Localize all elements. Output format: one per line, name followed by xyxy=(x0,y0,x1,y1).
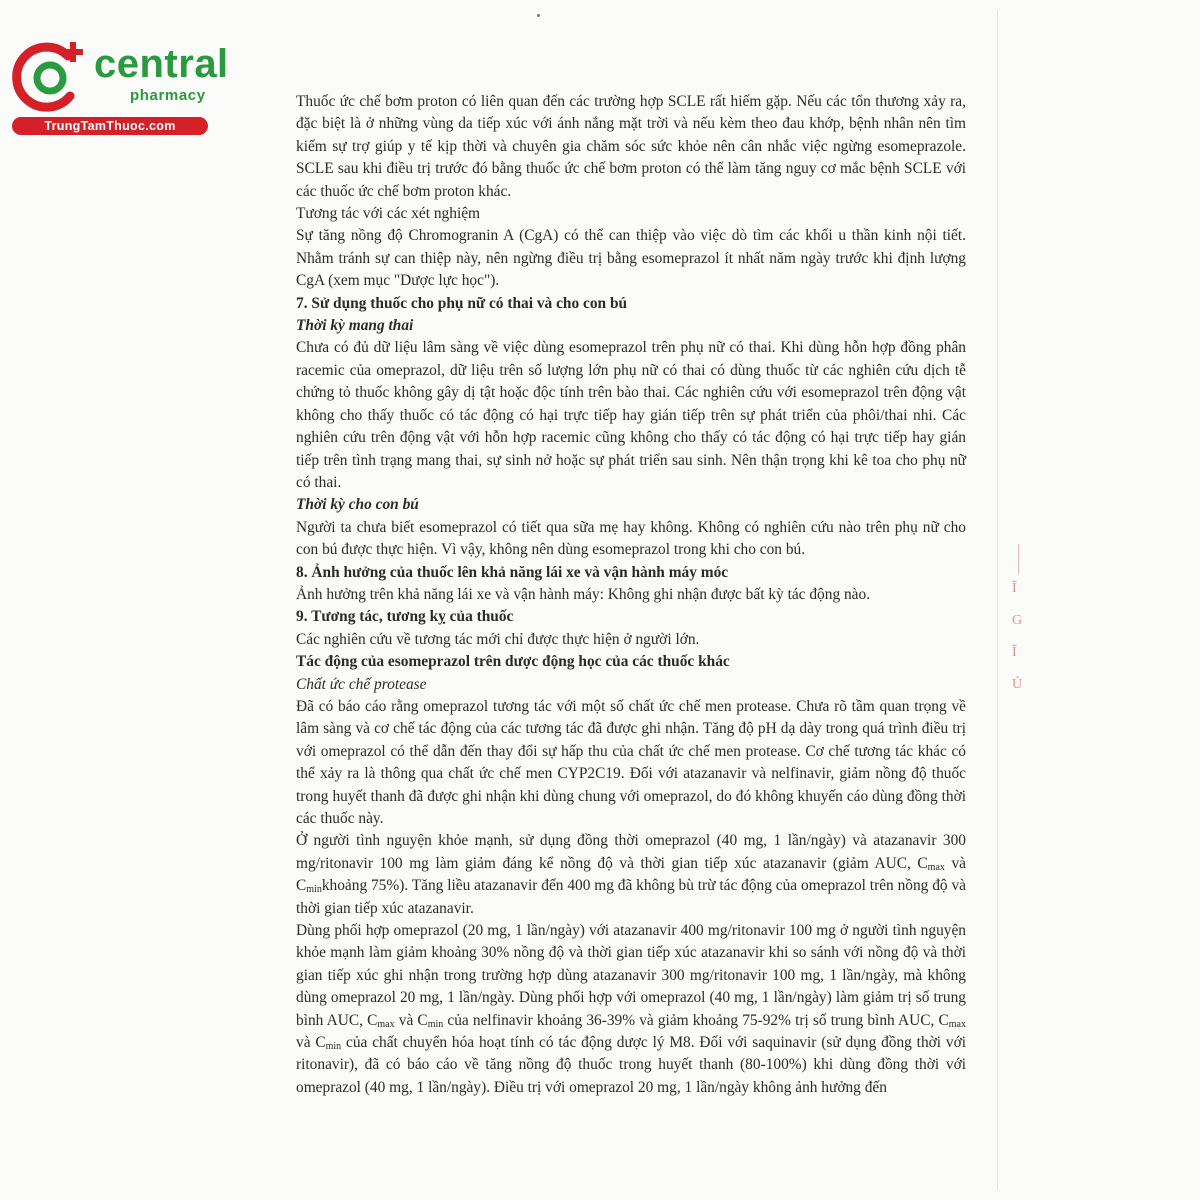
heading-section-9: 9. Tương tác, tương kỵ của thuốc xyxy=(296,608,514,626)
stamp-glyph: Ĩ xyxy=(1012,645,1017,660)
heading-pk-effects: Tác động của esomeprazol trên dược động học của các thuốc khác xyxy=(296,653,730,671)
document-body xyxy=(296,91,966,1099)
scan-dot xyxy=(537,14,540,17)
logo-name: central xyxy=(94,42,229,86)
paragraph-combination: Dùng phối hợp omeprazol (20 mg, 1 lần/ngày) với atazanavir 400 mg/ritonavir 100 mg ở người tình nguyện khỏe mạnh làm giảm khoảng 30% nồng độ và thời gian tiếp xúc atazanavir khi so sánh với nồng độ và thời gian tiếp xúc ghi nhận trong trường hợp dùng atazanavir 300 mg/ritonavir 100 mg, 1 lần/ngày, mà không dùng omeprazol 20 mg, 1 lần/ngày. Dùng phối hợp với omeprazol (40 mg, 1 lần/ngày) làm giảm trị số trung bình AUC, $C_{max}$ và $C_{min}$ của nelfinavir khoảng 36-39% và giảm khoảng 75-92% trị số trung bình AUC, $C_{max}$ và $C_{min}$ của chất chuyển hóa hoạt tính có tác động dược lý M8. Đối với saquinavir (sử dụng đồng thời với ritonavir), đã có báo cáo về tăng nồng độ thuốc trong huyết thanh (80-100%) khi dùng đồng thời với omeprazol (40 mg, 1 lần/ngày). Điều trị với omeprazol 20 mg, 1 lần/ngày không ảnh hưởng đến xyxy=(296,922,967,1096)
heading-section-7: 7. Sử dụng thuốc cho phụ nữ có thai và cho con bú xyxy=(296,294,628,312)
paragraph-interaction-adults: Các nghiên cứu về tương tác mới chỉ được thực hiện ở người lớn. xyxy=(296,630,700,648)
subheading-lactation: Thời kỳ cho con bú xyxy=(296,496,419,514)
red-stamp-fragment xyxy=(1012,582,1026,710)
logo-url: TrungTamThuoc.com xyxy=(12,117,208,135)
paragraph-cga: Sự tăng nồng độ Chromogranin A (CgA) có thể can thiệp vào việc dò tìm các khối u thần kinh nội tiết. Nhằm tránh sự can thiệp này, nên ngừng điều trị bằng esomeprazol ít nhất năm ngày trước khi định lượng CgA (xem mục "Dược lực học"). xyxy=(296,227,966,290)
paragraph-pregnancy: Chưa có đủ dữ liệu lâm sàng về việc dùng esomeprazol trên phụ nữ có thai. Khi dùng hỗn hợp đồng phân racemic của omeprazol, dữ liệu trên số lượng lớn phụ nữ có thai có dùng thuốc từ các nghiên cứu dịch tễ chứng tỏ thuốc không gây dị tật hoặc độc tính trên bào thai. Các nghiên cứu với esomeprazol trên động vật không cho thấy thuốc có tác động có hại trực tiếp hay gián tiếp trên sự phát triển của phôi/thai nhi. Các nghiên cứu trên động vật với hỗn hợp racemic cũng không cho thấy có tác động có hại trực tiếp hay gián tiếp trên tình trạng mang thai, sự sinh nở hoặc sự phát triển sau sinh. Nên thận trọng khi kê toa cho phụ nữ có thai. xyxy=(296,339,966,491)
subheading-pregnancy: Thời kỳ mang thai xyxy=(296,317,414,335)
stamp-glyph: Ĩ xyxy=(1012,581,1017,596)
central-pharmacy-logo xyxy=(10,38,229,138)
paragraph-scle: Thuốc ức chế bơm proton có liên quan đến các trường hợp SCLE rất hiếm gặp. Nếu các tổn thương xảy ra, đặc biệt là ở những vùng da tiếp xúc với ánh nắng mặt trời và nếu kèm theo đau khớp, bệnh nhân nên tìm kiếm sự trợ giúp y tế kịp thời và chuyên gia chăm sóc sức khỏe nên cân nhắc việc ngừng esomeprazole. SCLE sau khi điều trị trước đó bằng thuốc ức chế bơm proton có thể làm tăng nguy cơ mắc bệnh SCLE với các thuốc ức chế bơm proton khác. xyxy=(296,93,966,200)
stamp-glyph: G xyxy=(1012,613,1023,628)
logo-subtitle: pharmacy xyxy=(130,87,206,104)
subheading-protease-inhibitors: Chất ức chế protease xyxy=(296,675,427,693)
pharmacy-cross-icon xyxy=(10,38,92,116)
paragraph-driving: Ảnh hưởng trên khả năng lái xe và vận hành máy: Không ghi nhận được bất kỳ tác động nào. xyxy=(296,585,871,603)
heading-section-8: 8. Ảnh hưởng của thuốc lên khả năng lái xe và vận hành máy móc xyxy=(296,563,729,581)
paragraph-lactation: Người ta chưa biết esomeprazol có tiết qua sữa mẹ hay không. Không có nghiên cứu nào trên phụ nữ cho con bú được thực hiện. Vì vậy, không nên dùng esomeprazol trong khi cho con bú. xyxy=(296,518,966,559)
stamp-line xyxy=(1018,544,1019,574)
subheading-lab-tests: Tương tác với các xét nghiệm xyxy=(296,205,481,223)
stamp-glyph: Ủ xyxy=(1012,677,1023,692)
page-edge-line xyxy=(997,10,998,1190)
paragraph-protease: Đã có báo cáo rằng omeprazol tương tác với một số chất ức chế men protease. Chưa rõ tầm quan trọng về lâm sàng và cơ chế tác động của các tương tác đã được ghi nhận. Tăng độ pH dạ dày trong quá trình điều trị với omeprazol có thể dẫn đến thay đổi sự hấp thu của chất ức chế men protease. Cơ chế tương tác khác có thể xảy ra là thông qua chất ức chế men CYP2C19. Đối với atazanavir và nelfinavir, giảm nồng độ thuốc trong huyết thanh đã được ghi nhận khi dùng chung với omeprazol, do đó không khuyến cáo dùng đồng thời các thuốc này. xyxy=(296,697,966,827)
paragraph-atazanavir: Ở người tình nguyện khỏe mạnh, sử dụng đồng thời omeprazol (40 mg, 1 lần/ngày) và atazanavir 300 mg/ritonavir 100 mg làm giảm đáng kể nồng độ và thời gian tiếp xúc atazanavir (giảm AUC, $C_{max}$ và $C_{min}khoảng$ 75%). Tăng liều atazanavir đến 400 mg đã không bù trừ tác động của omeprazol trên nồng độ và thời gian tiếp xúc atazanavir. xyxy=(296,832,967,917)
